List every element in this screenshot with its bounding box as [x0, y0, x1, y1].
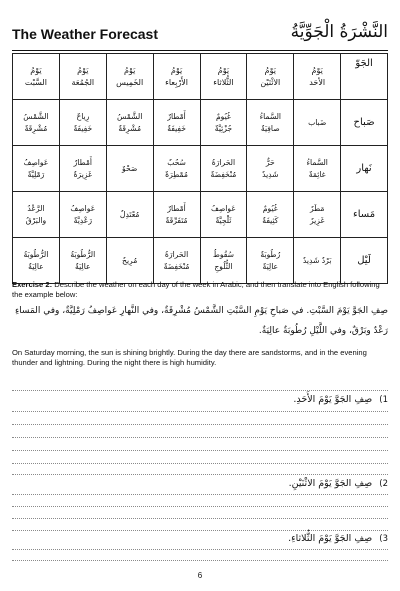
header-word: يَوْمُ [311, 65, 323, 75]
cell-word: غَزِيرَةٌ [73, 169, 93, 179]
cell-word: صافِيَةٌ [260, 123, 280, 133]
writing-line[interactable] [12, 474, 388, 475]
cell-word: الحَرارَةُ [164, 249, 189, 259]
cell-word: خَفِيفَةٌ [73, 123, 93, 133]
table-cell [294, 192, 341, 238]
day-header-saturday [13, 54, 60, 100]
header-word: يَوْمُ [217, 65, 230, 75]
question-number: 2) [379, 479, 388, 489]
table-cell [153, 192, 200, 238]
cell-word: مُتَفَرِّقَةٌ [165, 215, 188, 225]
cell-word: مُشْرِقَةٌ [118, 123, 142, 133]
cell-word: سُقُوطُ [212, 249, 235, 259]
table-cell [153, 100, 200, 146]
writing-line[interactable] [12, 518, 388, 519]
writing-line[interactable] [12, 530, 388, 531]
cell-word: مُرِيحٌ [122, 255, 138, 265]
question-text: صِفِ الجَوَّ يَوْمَ الاثْنَيْنِ. [288, 478, 373, 489]
question-text: صِفِ الجَوَّ يَوْمَ الثُّلاثاءِ. [288, 533, 373, 544]
question-number: 1) [379, 395, 388, 405]
table-cell [59, 192, 106, 238]
title-english: The Weather Forecast [12, 26, 159, 42]
cell-word: رُطُوبَةٌ [260, 249, 281, 259]
question-3 [12, 533, 388, 549]
row-label-morning: صَباح [341, 100, 388, 146]
table-cell [59, 100, 106, 146]
day-header-thursday [106, 54, 153, 100]
writing-line[interactable] [12, 463, 388, 464]
table-cell [247, 192, 294, 238]
table-cell [247, 238, 294, 284]
table-cell [200, 100, 247, 146]
cell-word: مُعْتَدِلٌ [119, 209, 140, 219]
header-word: الثُّلاثاء [213, 77, 234, 87]
cell-word: مَطَرٌ [309, 203, 325, 213]
question-number: 3) [379, 534, 388, 544]
cell-word: بَرْدٌ شَدِيدٌ [302, 255, 332, 265]
table-corner-header: الجَوّ [341, 54, 388, 100]
exercise-label: Exercise 2: [12, 280, 53, 289]
day-header-wednesday [153, 54, 200, 100]
header-word: الاثْنَيْن [260, 77, 281, 87]
table-cell [294, 238, 341, 284]
cell-word: غُيُومٌ [215, 111, 231, 121]
cell-word: حَرٌّ [265, 157, 275, 167]
table-cell [153, 146, 200, 192]
table-cell [200, 238, 247, 284]
header-word: يَوْمُ [264, 65, 276, 75]
cell-word: الشَّمْسُ [117, 111, 143, 121]
cell-word: عالِيَةٌ [28, 261, 44, 271]
header-word: الخَمِيس [116, 77, 144, 87]
cell-word: مُنْخَفِضَةٌ [163, 261, 190, 271]
table-cell [106, 192, 153, 238]
table-cell [106, 146, 153, 192]
header-word: السَّبْت [24, 77, 47, 87]
question-2 [12, 478, 388, 494]
example-english: On Saturday morning, the sun is shining brightly. During the day there are sandstorms, and in the evening thunder and lightning. During the night there is high humidity. [12, 348, 367, 367]
cell-word: الثُّلُوجِ [214, 261, 233, 271]
cell-word: أَمْطارٌ [167, 111, 186, 121]
cell-word: شَدِيدٌ [262, 169, 279, 179]
title-arabic: النَّشْرَةُ الْجَوِّيَّةُ [290, 22, 388, 42]
table-cell [13, 192, 60, 238]
writing-line[interactable] [12, 424, 388, 425]
cell-word: جُزْئِيَّةٌ [214, 123, 233, 133]
cell-word: مُمْطِرَةٌ [165, 169, 188, 179]
table-cell [13, 100, 60, 146]
day-header-tuesday [200, 54, 247, 100]
table-cell [59, 238, 106, 284]
writing-line[interactable] [12, 390, 388, 391]
table-header-row [13, 54, 388, 100]
table-cell [247, 146, 294, 192]
cell-word: الرُّطُوبَةُ [70, 249, 96, 259]
cell-word: عالِيَةٌ [75, 261, 91, 271]
weather-forecast-table [12, 53, 388, 284]
header-word: الجُمُعَة [71, 77, 95, 87]
day-header-friday [59, 54, 106, 100]
cell-word: عَواصِفُ [211, 203, 236, 213]
exercise-instructions [12, 280, 388, 300]
page-number: 6 [197, 571, 203, 580]
cell-word: الحَرارَةُ [211, 157, 236, 167]
table-cell [247, 100, 294, 146]
table-cell [294, 146, 341, 192]
table-cell [13, 238, 60, 284]
writing-line[interactable] [12, 494, 388, 495]
cell-word: رَمْلِيَّةٌ [27, 169, 45, 179]
cell-word: أَمْطارٌ [167, 203, 186, 213]
cell-word: خَفِيفَةٌ [167, 123, 186, 133]
table-cell [294, 100, 341, 146]
cell-word: الرُّطُوبَةُ [23, 249, 49, 259]
cell-word: سُحُبٌ [167, 157, 186, 167]
cell-word: عَواصِفُ [70, 203, 96, 213]
cell-word: ثَلْجِيَّةٌ [215, 215, 232, 225]
table-cell [200, 192, 247, 238]
table-cell [200, 146, 247, 192]
header-word: يَوْمُ [124, 65, 136, 75]
writing-line[interactable] [12, 450, 388, 451]
cell-word: غُيُومٌ [262, 203, 278, 213]
table-row-night [13, 238, 388, 284]
writing-line[interactable] [12, 549, 388, 550]
header-word: الأحَد [309, 77, 326, 87]
page-header [12, 22, 388, 51]
table-cell [59, 146, 106, 192]
cell-word: غائِمَةٌ [308, 169, 326, 179]
cell-word: رَعْدِيَّةٌ [73, 215, 92, 225]
table-cell [13, 146, 60, 192]
example-arabic: صِفِ الجَوَّ يَوْمَ السَّبْتِ. في صَباحِ يَوْمِ السَّبْتِ الشَّمْسُ مُشْرِقَةٌ، وفي النَّهارِ عَواصِفُ رَمْلِيَّةٌ، وفي المَساءِ رَعْدٌ وبَرْقٌ، وفي اللَّيْلِ رُطُوبَةٌ عالِيَةٌ. [14, 306, 388, 336]
cell-word: كَثِيفَةٌ [262, 215, 279, 225]
header-word: يَوْمُ [77, 65, 89, 75]
cell-word: رِياحٌ [76, 111, 90, 121]
writing-line[interactable] [12, 437, 388, 438]
table-cell [153, 238, 200, 284]
day-header-monday [247, 54, 294, 100]
cell-word: مُنْخَفِضَةٌ [210, 169, 237, 179]
question-text: صِفِ الجَوَّ يَوْمَ الأَحَدِ. [293, 394, 373, 405]
row-label-evening: مَساء [341, 192, 388, 238]
cell-word: عَواصِفُ [23, 157, 49, 167]
cell-word: مُشْرِقَةٌ [24, 123, 48, 133]
cell-word: الشَّمْسُ [23, 111, 49, 121]
question-1 [12, 394, 388, 410]
writing-line[interactable] [12, 506, 388, 507]
table-cell [106, 238, 153, 284]
row-label-daytime: نَهار [341, 146, 388, 192]
cell-word: السَّماءُ [306, 157, 328, 167]
exercise-instruction-text: Describe the weather on each day of the week in Arabic, and then translate into English following the example below: [12, 280, 380, 299]
cell-word: السَّماءُ [259, 111, 282, 121]
writing-line[interactable] [12, 411, 388, 412]
table-row-daytime [13, 146, 388, 192]
header-word: يَوْمُ [170, 65, 183, 75]
cell-word: عالِيَةٌ [262, 261, 279, 271]
header-word: الأَرْبِعاء [165, 77, 189, 87]
cell-word: صَحْوٌ [122, 163, 138, 173]
row-label-night: لَيْل [341, 238, 388, 284]
cell-word: الرَّعْدُ [27, 203, 45, 213]
cell-word: والبَرْقُ [25, 215, 47, 225]
table-row-evening [13, 192, 388, 238]
table-cell [106, 100, 153, 146]
writing-line[interactable] [12, 560, 388, 561]
cell-word: ضَباب [308, 117, 327, 127]
header-word: يَوْمُ [30, 65, 42, 75]
cell-word: أَمْطارٌ [73, 157, 92, 167]
table-row-morning [13, 100, 388, 146]
day-header-sunday [294, 54, 341, 100]
cell-word: غَزِيرٌ [309, 215, 325, 225]
